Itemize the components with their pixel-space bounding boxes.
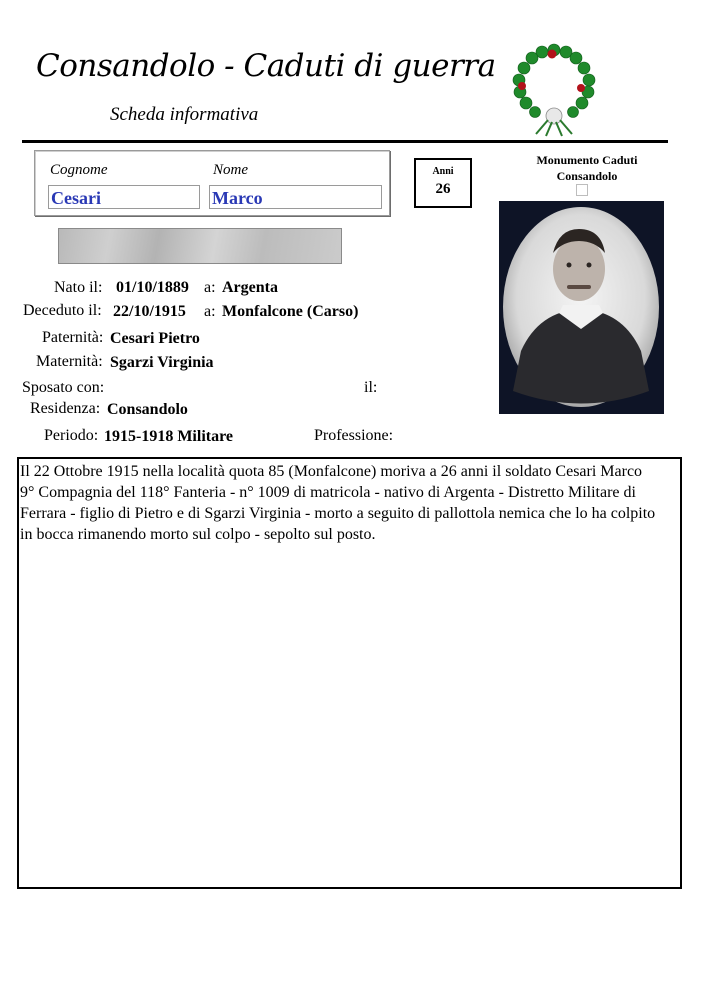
died-place: Monfalcone (Carso) [222, 303, 359, 320]
description-line: in bocca rimanendo morto sul colpo - sepolto sul posto. [20, 526, 376, 543]
age-value: 26 [435, 181, 451, 197]
spouse-label: Sposato con: [22, 379, 105, 396]
wreath-logo [508, 42, 600, 138]
surname-label: Cognome [50, 162, 108, 178]
father-label: Paternità: [42, 329, 104, 346]
period-value: 1915-1918 Militare [104, 428, 234, 445]
mother-label: Maternità: [36, 353, 103, 370]
born-date: 01/10/1889 [116, 279, 189, 296]
header-divider [22, 140, 668, 143]
died-label: Deceduto il: [23, 302, 102, 319]
profession-label: Professione: [314, 427, 394, 444]
monument-caption [512, 152, 662, 184]
father-name: Cesari Pietro [110, 330, 200, 347]
description-line: Il 22 Ottobre 1915 nella località quota 85 (Monfalcone) moriva a 26 anni il soldato Cesari Marco [20, 463, 643, 480]
period-label: Periodo: [44, 427, 99, 444]
monument-caption-line1: Monumento Caduti [536, 153, 638, 167]
stamp-image [58, 228, 342, 264]
spouse-date-label: il: [364, 379, 378, 396]
name-field[interactable]: Marco [209, 185, 382, 209]
born-label: Nato il: [54, 279, 103, 296]
monument-caption-line2: Consandolo [556, 169, 618, 183]
portrait-photo [499, 201, 664, 414]
surname-field[interactable]: Cesari [48, 185, 200, 209]
residence-value: Consandolo [107, 401, 188, 418]
age-label: Anni [432, 166, 454, 177]
description-line: Ferrara - figlio di Pietro e di Sgarzi Virginia - morto a seguito di pallottola nemica che lo ha colpito [20, 505, 656, 522]
page-subtitle: Scheda informativa [110, 104, 259, 125]
died-place-label: a: [204, 303, 216, 320]
description-box[interactable] [17, 457, 682, 889]
monument-checkbox[interactable] [576, 184, 588, 196]
mother-name: Sgarzi Virginia [110, 354, 214, 371]
description-line: 9° Compagnia del 118° Fanteria - n° 1009 di matricola - nativo di Argenta - Distretto Militare di [20, 484, 636, 501]
born-place: Argenta [222, 279, 278, 296]
died-date: 22/10/1915 [113, 303, 186, 320]
page-title: Consandolo - Caduti di guerra [36, 48, 496, 84]
name-label: Nome [213, 162, 248, 178]
age-box [414, 158, 472, 208]
portrait-image [499, 201, 664, 414]
residence-label: Residenza: [30, 400, 101, 417]
born-place-label: a: [204, 279, 216, 296]
